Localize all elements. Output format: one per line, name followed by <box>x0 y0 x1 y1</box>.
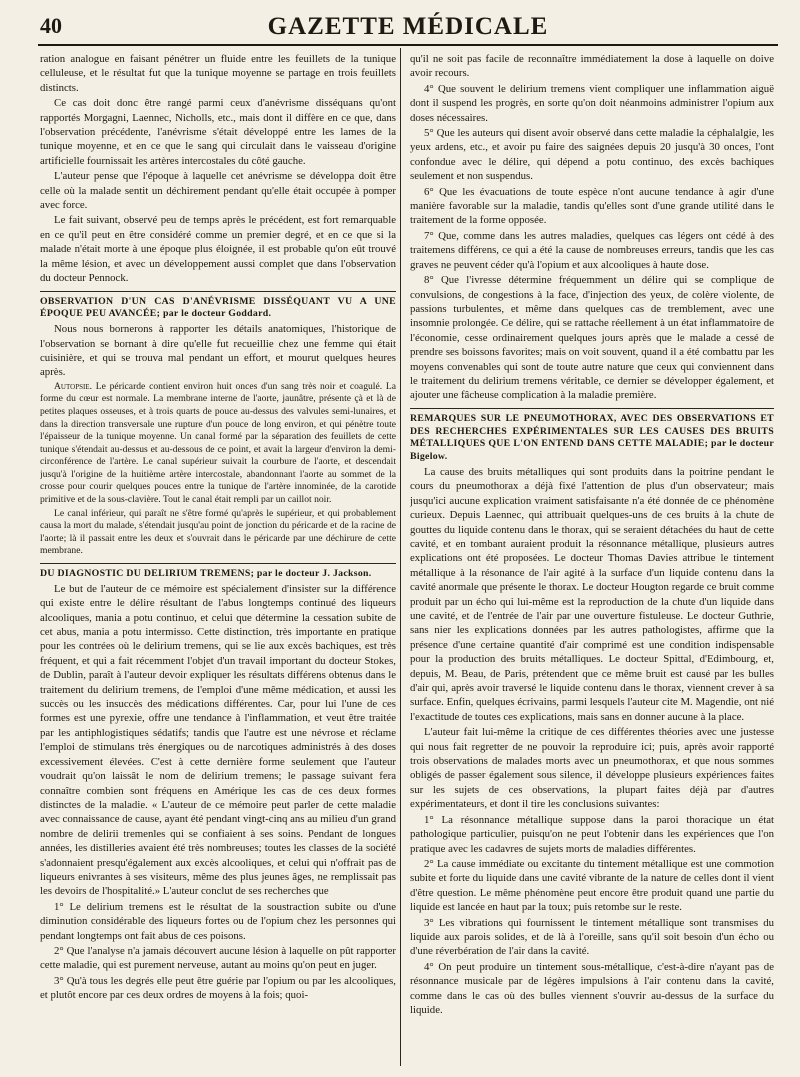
section-rule <box>410 408 774 409</box>
section-rule <box>40 291 396 292</box>
conclusion-item: 4° On peut produire un tintement sous-métallique, c'est-à-dire n'ayant pas de résonnance musicale par de légères impulsions à l'air contenu dans la cavité, comme dans le cas où des bulles viennent s'ouvrir au-dessus de la surface du liquide. <box>410 960 774 1016</box>
column-divider <box>400 48 401 1066</box>
page-header <box>38 10 778 46</box>
conclusion-item: 2° Que l'analyse n'a jamais découvert aucune lésion à laquelle on pût rapporter cette maladie, qui est purement nerveuse, autant au moins qu'on peut en juger. <box>40 944 396 972</box>
paragraph: qu'il ne soit pas facile de reconnaître immédiatement la dose à laquelle on doive avoir recours. <box>410 53 774 80</box>
paragraph: La cause des bruits métalliques qui sont produits dans la poitrine pendant le cours du pneumothorax a déjà fixé l'attention de plus d'un observateur; mais jusqu'ici aucune explication vraiment satisfaisante n'a été donnée de ce phénomène curieux. Depuis Laennec, qui attribuait quelques-uns de ces bruits à la chute de gouttes du liquide contenu dans le thorax, qui se seraient détachées du haut de cette cavité, et en tombant auraient produit la résonnance métallique, plusieurs autres explications ont été proposées. Le docteur Thomas Davies attribue le tintement métallique à la résonance de l'air agité à la surface d'un liquide contenu dans la cavité anormale que présente le thorax. Le docteur Hougton regarde ce bruit comme produit par un écho qui lui-même est la reproduction de la chute d'un liquide dans une cavité, et de l'entrée de l'air par une ouverture fistuleuse. Le docteur Guthrie, sans nier les explications données par les autres pathologistes, affirme que la présence d'une certaine quantité d'air comprimé est une condition indispensable pour la production des bruits métalliques. Le docteur Spittal, d'Edimbourg, et, depuis, M. Beau, de Paris, prétendent que ce même bruit est causé par les bulles d'air qui, après avoir traversé le liquide contenu dans le thorax, viennent crever à sa surface. Enfin, quelques écrivains, parmi lesquels l'auteur cite M. Magendie, ont nié l'exactitude de toutes ces explications, mais sans en donner aucune à la place. <box>410 465 774 723</box>
section-title-goddard: OBSERVATION D'UN CAS D'ANÉVRISME DISSÉQUANT VU A UNE ÉPOQUE PEU AVANCÉE; par le docteur Goddard. <box>40 295 396 320</box>
paragraph: Le fait suivant, observé peu de temps après le précédent, est fort remarquable en ce qu'il peut en être considéré comme un premier degré, et en ce que si la malade n'était morte à une époque plus éloignée, il est probable qu'on eût trouvé la même lésion, et avec un développement aussi complet que dans l'observation du docteur Pennock. <box>40 214 396 285</box>
conclusion-item: 5° Que les auteurs qui disent avoir observé dans cette maladie la céphalalgie, les yeux ardens, etc., et avoir pu faire des saignées depuis 20 jusqu'à 30 onces, l'ont confondue avec le délire, qui dépend a potu continuo, des excès bachiques seulement et non suspendus. <box>410 127 774 183</box>
autopsy-text: Le péricarde contient environ huit onces d'un sang très noir et coagulé. La forme du cœur est normale. La membrane interne de l'aorte, jaunâtre, présente çà et là de petites plaques osseuses, et à trois quarts de pouce au-dessus des valvules semi-lunaires, et dans la direction transversale une rupture d'un pouce de long environ, et qui pénètre toute l'épaisseur de la tunique moyenne. Un canal formé par la séparation des feuillets de cette tunique s'étendait au-dessus et au-dessous de ce point, et avait la largeur d'environ la demi-circonférence de l'artère. Le canal supérieur suivait la courbure de l'aorte, et descendait jusqu'à l'origine de la huitième artère intercostale, abandonnant l'aorte au sommet de la crosse pour courir quelques pouces entre la tunique de l'artère innominée, de la carotide primitive et de la sous-clavière. Tout le canal était rempli par un caillot noir. <box>40 380 396 506</box>
paragraph: ration analogue en faisant pénétrer un fluide entre les feuillets de la tunique celluleuse, et le résultat fut que la tunique moyenne se partage en trois feuillets distincts. <box>40 53 396 94</box>
conclusion-item: 8° Que l'ivresse détermine fréquemment un délire qui se complique de convulsions, de congestions à la face, d'injection des yeux, de colère violente, de passions turbulentes, et même dans quelques cas de tremblement, avec une insomnie prolongée. Ce délire, qui se rattache réellement à un état inflammatoire de l'économie, cesse ordinairement quelques jours après que le malade a cessé de prendre ses boissons favorites; mais on voit souvent, quand il a été combattu par les moyens convenables qui sont de toute autre nature que ceux qui conviennent dans le traitement du delirium tremens véritable, ce dernier se développer également, et ajouter une fâcheuse complication à la maladie première. <box>410 274 774 402</box>
right-column <box>410 52 774 1070</box>
conclusion-item: 4° Que souvent le delirium tremens vient compliquer une inflammation aiguë dont il suspend les progrès, en sorte qu'on doit néanmoins administrer l'opium aux doses nécessaires. <box>410 82 774 124</box>
conclusion-item: 3° Les vibrations qui fournissent le tintement métallique sont transmises du liquide aux parois solides, et de là à l'oreille, sans qu'il soit besoin d'un écho ou d'une réverbération de l'air dans la cavité. <box>410 916 774 958</box>
paragraph: Nous nous bornerons à rapporter les détails anatomiques, l'historique de l'observation se bornant à dire qu'elle fut recueillie chez une femme qui était cuisinière, et qui se trouva mal pendant un effort, et mourut quelques heures après. <box>40 323 396 379</box>
paragraph: Ce cas doit donc être rangé parmi ceux d'anévrisme disséquans qu'ont rapportés Morgagni, Laennec, Nicholls, etc., mais dont il diffère en ce que, dans l'observation précédente, l'anévrisme s'était développé entre les lames de la tunique moyenne, et en ce que le sang qui circulait dans le vaisseau d'origine artificielle fournissait les artères intercostales du côté gauche. <box>40 97 396 167</box>
section-title-bigelow: REMARQUES SUR LE PNEUMOTHORAX, AVEC DES OBSERVATIONS ET DES RECHERCHES EXPÉRIMENTALES SUR LES CAUSES DES BRUITS MÉTALLIQUES QUE L'ON ENTEND DANS CETTE MALADIE; par le docteur Bigelow. <box>410 412 774 463</box>
conclusion-item: 6° Que les évacuations de toute espèce n'ont aucune tendance à agir d'une manière favorable sur la maladie, tandis qu'elles sont d'une grande utilité dans le traitement de la forme opposée. <box>410 185 774 227</box>
page-number: 40 <box>40 13 62 38</box>
paragraph: Le canal inférieur, qui paraît ne s'être formé qu'après le supérieur, et qui probablement causa la mort du malade, s'étendait jusqu'au point de jonction du péricarde et de la racine de l'aorte; là il passait entre les deux et s'ouvrait dans le péricarde par une déchirure de cette membrane. <box>40 507 396 557</box>
section-rule <box>40 563 396 564</box>
left-column <box>40 52 396 1070</box>
journal-title: GAZETTE MÉDICALE <box>267 13 549 40</box>
section-title-jackson: DU DIAGNOSTIC DU DELIRIUM TREMENS; par le docteur J. Jackson. <box>40 568 372 580</box>
autopsy-label: Autopsie. <box>54 380 92 392</box>
conclusion-item: 2° La cause immédiate ou excitante du tintement métallique est une commotion subite et forte du liquide dans une cavité vibrante de la nature de celles dont il vient d'être question. Le même phénomène peut encore être produit quand une partie du liquide est lancée en haut par la toux; puis retombe sur le reste. <box>410 857 774 914</box>
autopsy-paragraph <box>40 381 396 507</box>
conclusion-item: 7° Que, comme dans les autres maladies, quelques cas légers ont cédé à des traitemens différens, ce qui a été la cause de nombreuses erreurs, tandis que les cas graves ne peuvent céder qu'à l'opium et aux alcooliques à haute dose. <box>410 229 774 271</box>
paragraph: L'auteur fait lui-même la critique de ces différentes théories avec une justesse qui nous fait regretter de ne pouvoir la reproduire ici; puis, après avoir rapporté trois observations de malades morts avec un pneumothorax, et que nous sommes obligés de passer également sous silence, il développe plusieurs expériences faites sur les sujets de ces observations, la plupart faites déjà par d'autres expérimentateurs, et dont il tire les conclusions suivantes: <box>410 726 774 811</box>
conclusion-item: 1° La résonnance métallique suppose dans la paroi thoracique un état pathologique particulier, puisqu'on ne peut l'obtenir dans les expériences que l'on pratique avec les cadavres de sujets morts de maladies différentes. <box>410 813 774 855</box>
conclusion-item: 1° Le delirium tremens est le résultat de la soustraction subite ou d'une diminution considérable des liqueurs fortes ou de l'opium chez les personnes qui pendant longtemps ont fait abus de ces poisons. <box>40 900 396 942</box>
conclusion-item: 3° Qu'à tous les degrés elle peut être guérie par l'opium ou par les alcooliques, et plutôt encore par ces deux ordres de moyens à la fois; quoi- <box>40 974 396 1002</box>
paragraph: Le but de l'auteur de ce mémoire est spécialement d'insister sur la différence qui existe entre le délire résultant de l'abus longtemps continué des liqueurs alcooliques, mania a potu continuo, et celui que détermine la cessation subite de cet abus, mania a potu intermisso. Cette distinction, très importante en pratique pour les contrées où le delirium tremens, qui se lie aux excès bachiques, est très fréquent, et qui a fait récemment l'objet d'un travail important du docteur Stokes, de Dublin, paraît à l'auteur devoir expliquer les résultats différens obtenus dans le traitement du delirium tremens, de l'emploi d'une même médication, et aussi les succès ou les insuccès des médications différentes. Car, pour lui l'une de ces formes est une pyrexie, offre une tendance à l'inflammation, et veut être traitée par les antiphlogistiques sédatifs; tandis que l'autre est une névrose et réclame l'emploi de stimulans très énergiques ou de narcotiques administrés à des doses excessivement élevées. C'est à cette dernière forme seulement que l'auteur voudrait qu'on laissât le nom de delirium tremens; le passage suivant fera connaître combien sont fréquens en Amérique les cas de ces deux formes distinctes de la maladie. « L'auteur de ce mémoire peut parler de cette maladie avec connaissance de cause, ayant été pendant vingt-cinq ans au milieu d'un grand nombre de delirii tremenles qui se confiaient à ses soins. Pendant de longues années, les distilleries avaient été très nombreuses; toutes les classes de la société s'adonnaient presqu'également aux excès alcooliques, et celui qui n'offrait pas de liqueurs enivrantes à ses visiteurs, même des plus jeunes âges, ne remplissait pas les devoirs de l'hospitalité.» L'auteur conclut de ses recherches que <box>40 582 396 898</box>
paragraph: L'auteur pense que l'époque à laquelle cet anévrisme se développa doit être celle où la malade sentit un déchirement pendant qu'elle était occupée à pomper avec force. <box>40 170 396 212</box>
